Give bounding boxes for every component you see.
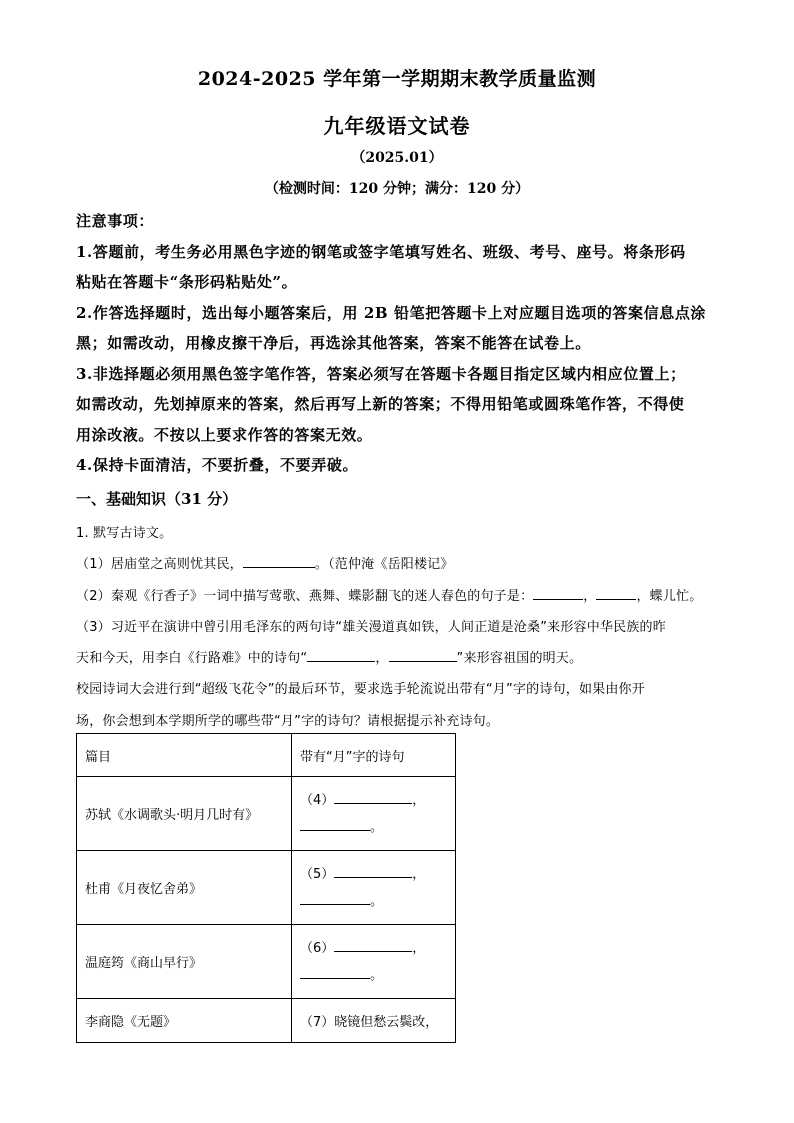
exam-date: （2025.01） (351, 150, 443, 166)
table-header-row (77, 734, 456, 777)
exam-subtitle: 九年级语文试卷 (323, 114, 471, 138)
poem-answer-cell: （6） ， 。 (292, 925, 456, 999)
table-header-cell: 带有“月”字的诗句 (292, 734, 456, 777)
table-row (77, 925, 456, 999)
answer-blank (334, 937, 412, 952)
poem-title: 杜甫《月夜忆舍弟》 (77, 851, 292, 925)
poem-title: 温庭筠《商山早行》 (77, 925, 292, 999)
poem-answer-cell: （5） ， 。 (292, 851, 456, 925)
table-row (77, 999, 456, 1043)
question-1 (76, 518, 726, 737)
answer-blank (533, 585, 583, 600)
notice-line: 2.作答选择题时，选出每小题答案后，用 2B 铅笔把答题卡上对应题目选项的答案信息点涂 (76, 303, 707, 322)
poem-table (76, 733, 456, 1043)
notice-line: 粘贴在答题卡“条形码粘贴处”。 (76, 273, 298, 291)
question-item-3-cont: 天和今天，用李白《行路难》中的诗句“ ， ”来形容祖国的明天。 (76, 643, 726, 674)
table-row (77, 777, 456, 851)
notice-line: 用涂改液。不按以上要求作答的答案无效。 (76, 425, 373, 444)
answer-blank (300, 890, 370, 905)
section-heading: 一、基础知识（31 分） (76, 490, 238, 508)
answer-blank (300, 816, 370, 831)
answer-blank (389, 647, 457, 662)
answer-blank (300, 964, 370, 979)
answer-blank (307, 647, 375, 662)
poem-answer-cell: （7）晓镜但愁云鬓改， (292, 999, 456, 1043)
context-paragraph: 校园诗词大会进行到“超级飞花令”的最后环节，要求选手轮流说出带有“月”字的诗句，如果由你开 (76, 682, 645, 698)
poem-answer-cell: （4） ， 。 (292, 777, 456, 851)
notice-line: 4.保持卡面清洁，不要折叠，不要弄破。 (76, 456, 359, 474)
question-stem: 1. 默写古诗文。 (76, 526, 173, 541)
answer-blank (243, 553, 315, 568)
notice-heading: 注意事项： (76, 212, 155, 230)
answer-blank (334, 789, 412, 804)
notice-section (76, 206, 726, 481)
table-header-cell: 篇目 (77, 734, 292, 777)
exam-title: 2024-2025 学年第一学期期末教学质量监测 (197, 68, 597, 90)
answer-blank (334, 863, 412, 878)
exam-time-score: （检测时间：120 分钟；满分：120 分） (264, 181, 530, 197)
table-row (77, 851, 456, 925)
question-item-3: （3）习近平在演讲中曾引用毛泽东的两句诗“雄关漫道真如铁，人间正道是沧桑”来形容中华民族的昨 (76, 619, 666, 635)
context-paragraph-cont: 场，你会想到本学期所学的哪些带“月”字的诗句？请根据提示补充诗句。 (76, 713, 500, 729)
notice-line: 3.非选择题必须用黑色签字笔作答，答案必须写在答题卡各题目指定区域内相应位置上； (76, 364, 686, 383)
question-item-2: （2）秦观《行香子》一词中描写莺歌、燕舞、蝶影翻飞的迷人春色的句子是： ， ，蝶儿忙。 (76, 581, 726, 612)
notice-line: 如需改动，先划掉原来的答案，然后再写上新的答案；不得用铅笔或圆珠笔作答，不得使 (76, 395, 685, 413)
poem-title: 李商隐《无题》 (77, 999, 292, 1043)
notice-line: 黑；如需改动，用橡皮擦干净后，再选涂其他答案，答案不能答在试卷上。 (76, 334, 591, 352)
notice-line: 1.答题前，考生务必用黑色字迹的钢笔或签字笔填写姓名、班级、考号、座号。将条形码 (76, 242, 686, 261)
answer-blank (596, 585, 636, 600)
question-item-1: （1）居庙堂之高则忧其民， 。（范仲淹《岳阳楼记》 (76, 549, 726, 580)
poem-title: 苏轼《水调歌头·明月几时有》 (77, 777, 292, 851)
